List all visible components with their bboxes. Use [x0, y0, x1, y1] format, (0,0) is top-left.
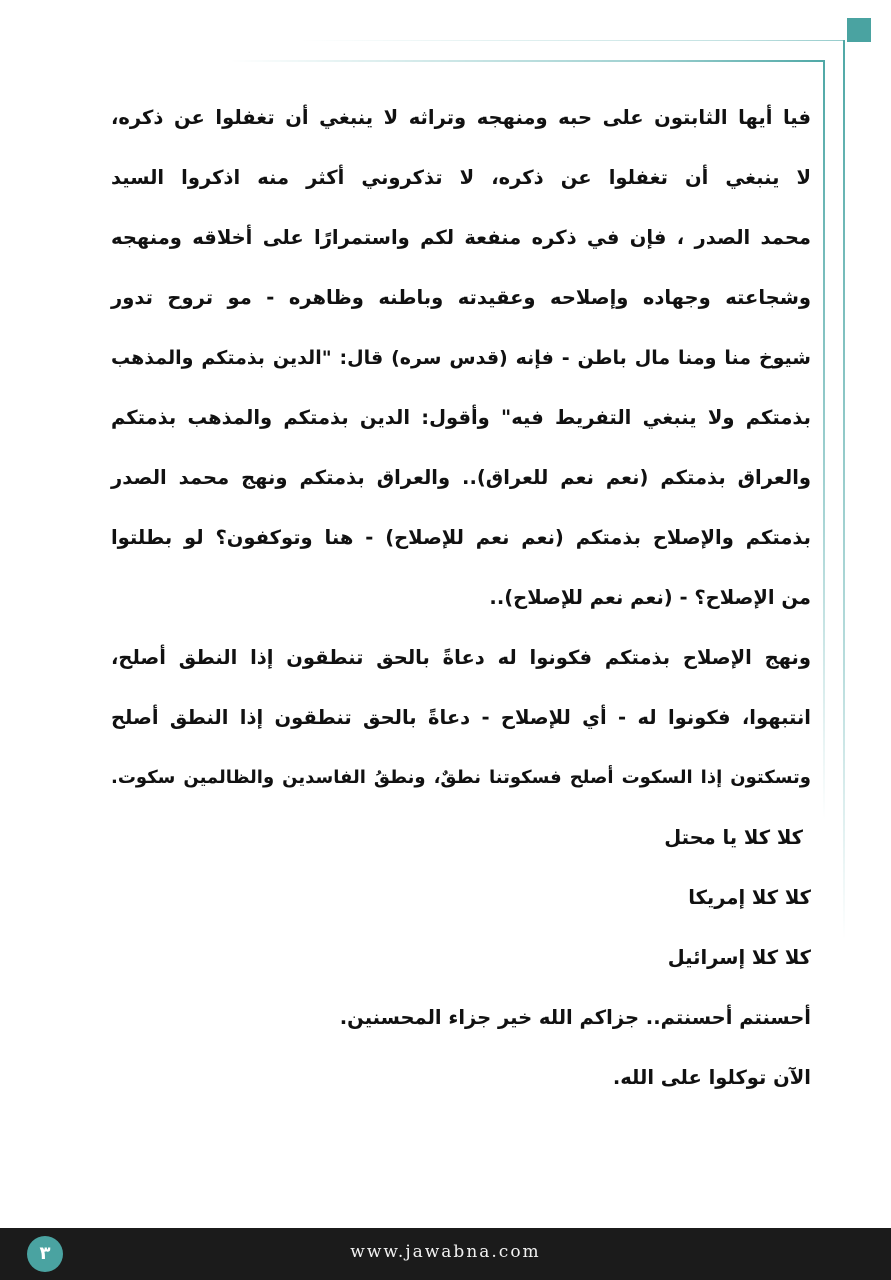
text-line: بذمتكم والإصلاح بذمتكم (نعم نعم للإصلاح) - هنا وتوكفون؟ لو بطلتوا	[111, 526, 811, 549]
text-line: وشجاعته وجهاده وإصلاحه وعقيدته وباطنه وظاهره - مو تروح تدور	[111, 286, 811, 309]
text-line: الآن توكلوا على الله.	[612, 1066, 811, 1089]
text-line: أحسنتم أحسنتم.. جزاكم الله خير جزاء المحسنين.	[339, 1006, 811, 1029]
text-line: وتسكتون إذا السكوت أصلح فسكوتنا نطقٌ، ونطقُ الفاسدين والظالمين سكوت.	[111, 767, 811, 788]
chant-line: كلا كلا يا محتل	[664, 826, 803, 849]
corner-square-ornament	[847, 18, 871, 42]
footer-bar	[0, 1228, 891, 1280]
chant-line: كلا كلا إسرائيل	[667, 946, 811, 969]
text-line: من الإصلاح؟ - (نعم نعم للإصلاح)..	[489, 586, 811, 609]
website-url[interactable]: www.jawabna.com	[350, 1242, 541, 1262]
text-line: شيوخ منا ومنا مال باطن - فإنه (قدس سره) قال: "الدين بذمتكم والمذهب	[111, 347, 811, 369]
decorative-frame-line	[823, 60, 825, 820]
text-line: محمد الصدر ، فإن في ذكره منفعة لكم واستمرارًا على أخلاقه ومنهجه	[111, 226, 811, 249]
text-line: والعراق بذمتكم (نعم نعم للعراق).. والعراق بذمتكم ونهج محمد الصدر	[111, 466, 811, 489]
page-number-badge: ٣	[27, 1236, 63, 1272]
chant-line: كلا كلا إمريكا	[688, 886, 811, 909]
text-line: فيا أيها الثابتون على حبه ومنهجه وتراثه لا ينبغي أن تغفلوا عن ذكره،	[111, 106, 811, 129]
body-text	[111, 88, 811, 1108]
text-line: انتبهوا، فكونوا له - أي للإصلاح - دعاةً بالحق تنطقون إذا النطق أصلح	[111, 706, 811, 729]
decorative-frame-line	[230, 60, 825, 62]
text-line: ونهج الإصلاح بذمتكم فكونوا له دعاةً بالحق تنطقون إذا النطق أصلح،	[111, 646, 811, 669]
decorative-frame-line	[300, 40, 843, 41]
text-line: لا ينبغي أن تغفلوا عن ذكره، لا تذكروني أكثر منه اذكروا السيد	[111, 166, 811, 189]
text-line: بذمتكم ولا ينبغي التفريط فيه" وأقول: الدين بذمتكم والمذهب بذمتكم	[111, 406, 811, 429]
decorative-frame-line	[843, 40, 845, 940]
